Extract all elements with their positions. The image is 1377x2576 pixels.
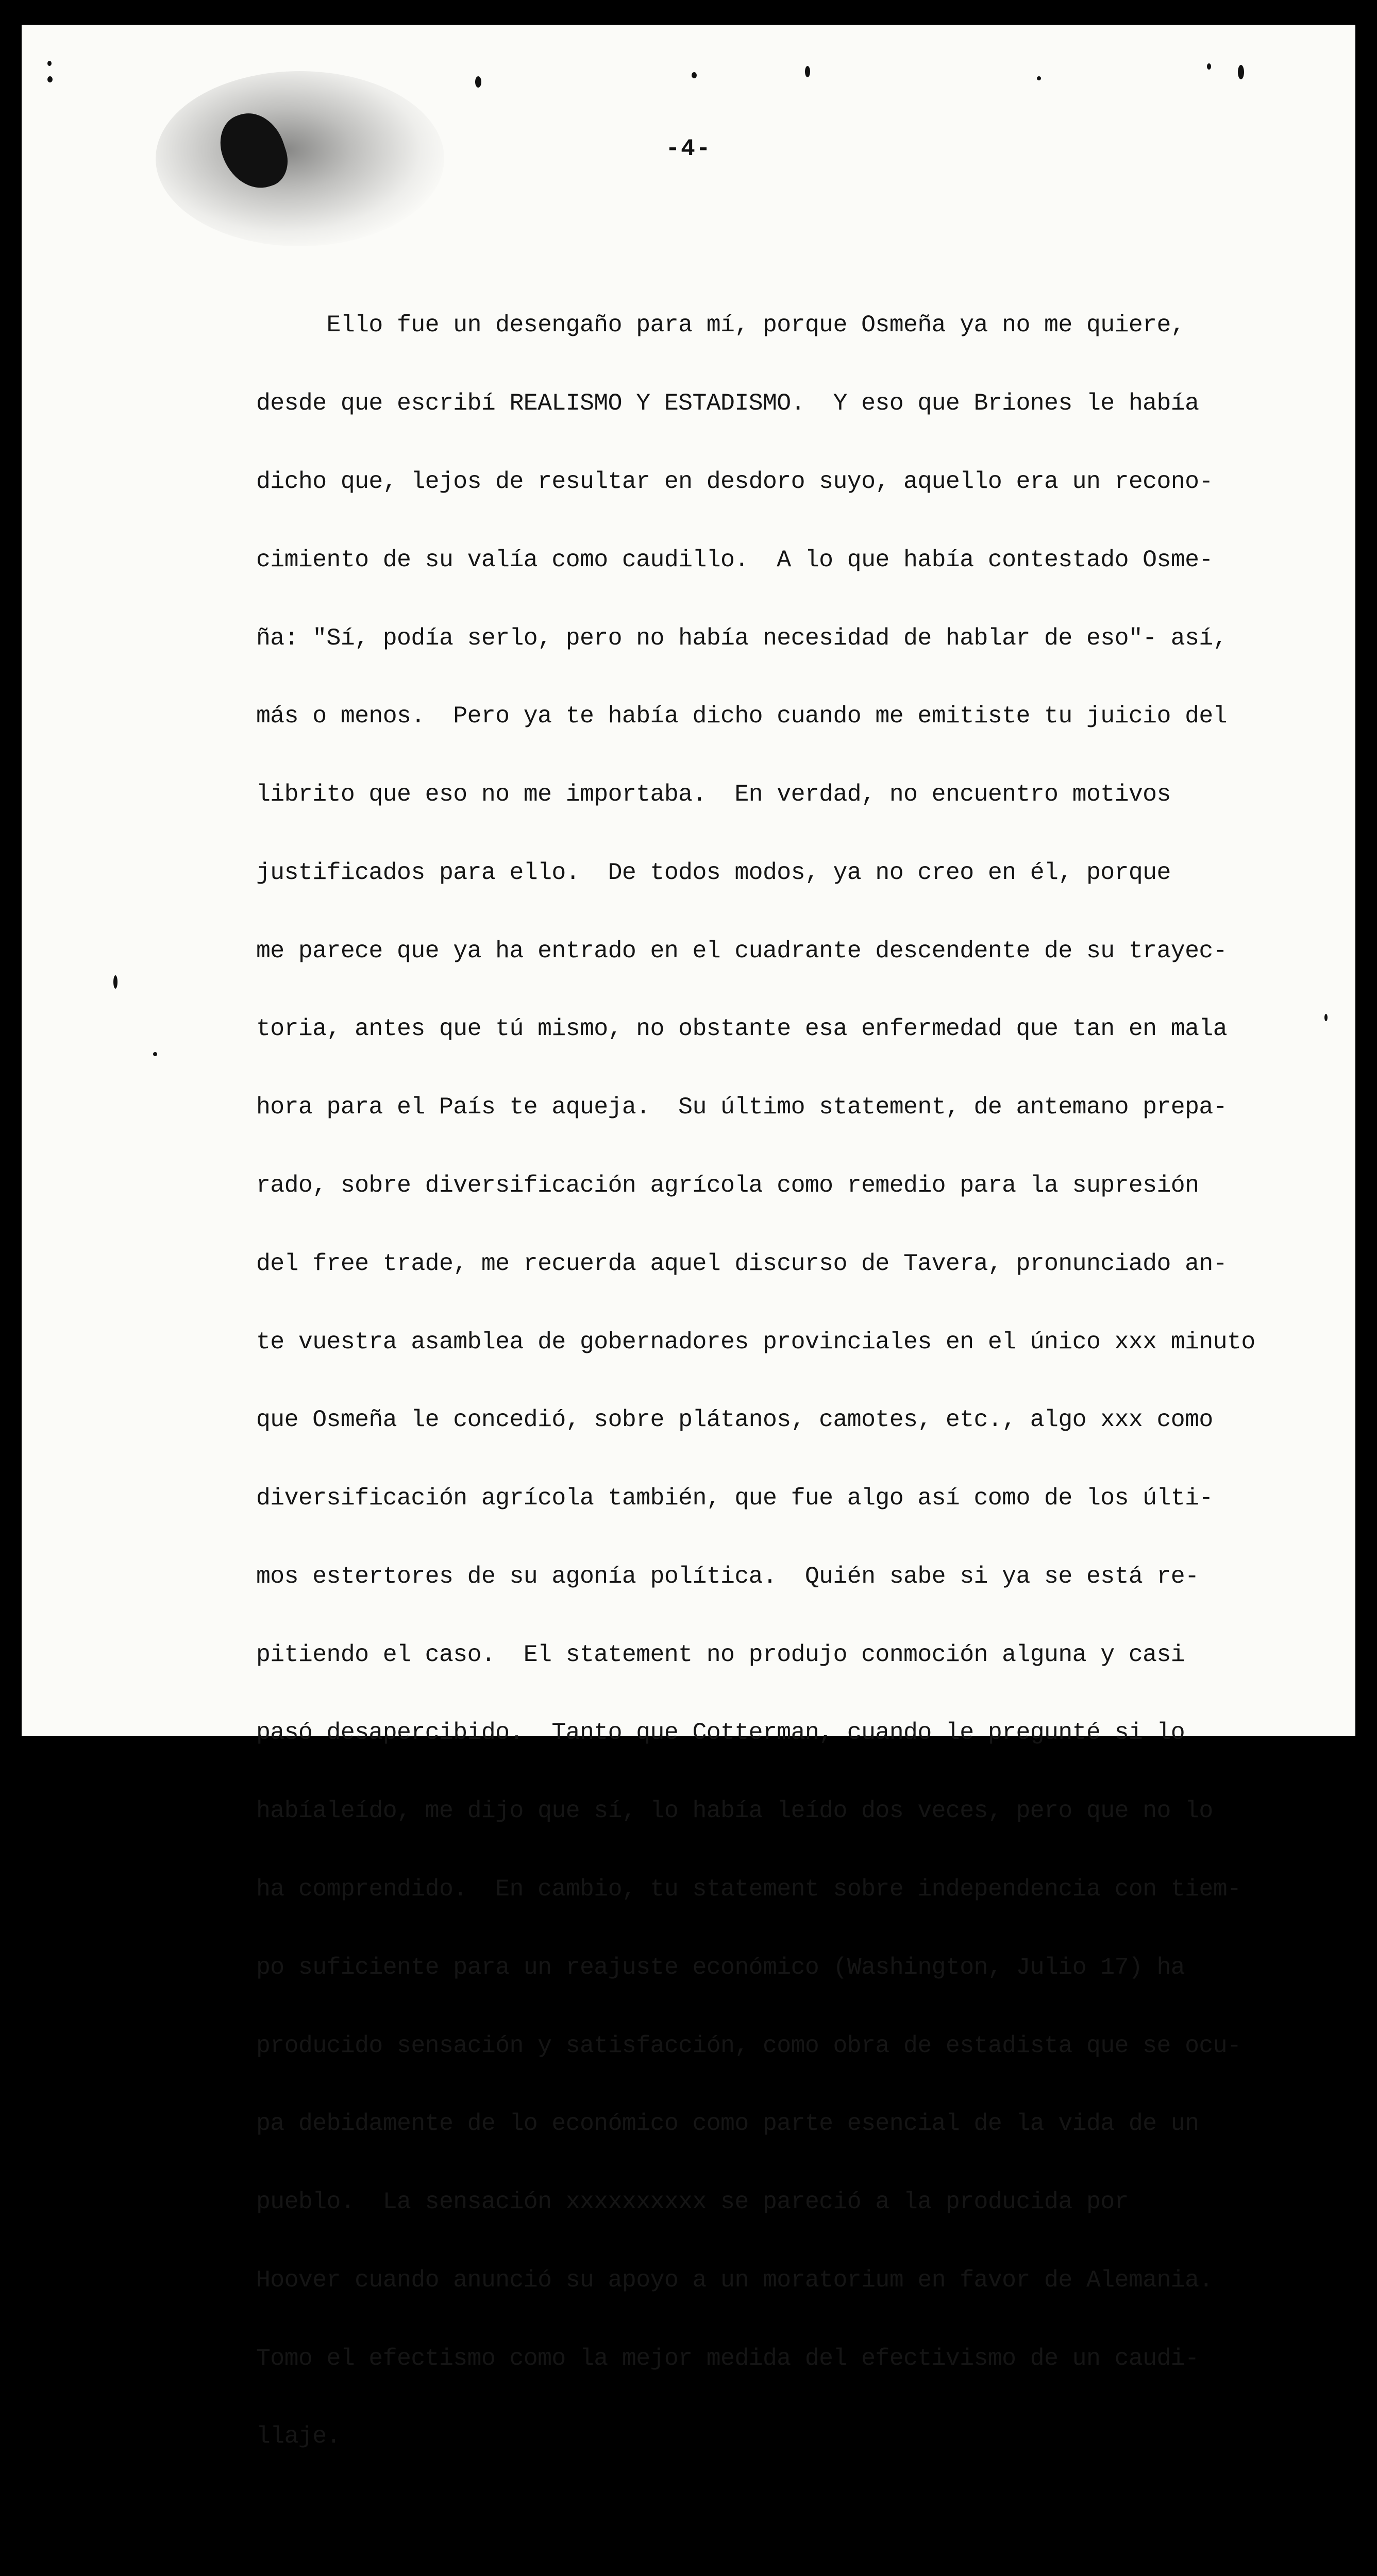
text-line: pasó desapercibido. Tanto que Cotterman, cuando le pregunté si lo — [256, 1719, 1185, 1747]
text-line: te vuestra asamblea de gobernadores provinciales en el único xxx minuto — [256, 1328, 1255, 1355]
text-line: pitiendo el caso. El statement no produjo conmoción alguna y casi — [256, 1640, 1185, 1668]
paragraph-1 — [256, 260, 1349, 2502]
letter-body — [256, 208, 1349, 2576]
speck — [1207, 63, 1211, 70]
text-line: po suficiente para un reajuste económico (Washington, Julio 17) ha — [256, 1953, 1185, 1981]
text-line: más o menos. Pero ya te había dicho cuando me emitiste tu juicio del — [256, 702, 1228, 730]
page-number: -4- — [665, 135, 712, 162]
text-line: diversificación agrícola también, que fue algo así como de los últi- — [256, 1484, 1213, 1512]
text-line: Hoover cuando anunció su apoyo a un moratorium en favor de Alemania. — [256, 2266, 1213, 2294]
speck — [153, 1052, 157, 1056]
text-line: me parece que ya ha entrado en el cuadrante descendente de su trayec- — [256, 937, 1228, 964]
text-line: que Osmeña le concedió, sobre plátanos, camotes, etc., algo xxx como — [256, 1406, 1213, 1434]
typewritten-page — [22, 25, 1355, 2450]
text-line: pa debidamente de lo económico como parte esencial de la vida de un — [256, 2110, 1199, 2138]
text-line: cimiento de su valía como caudillo. A lo que había contestado Osme- — [256, 546, 1213, 573]
text-line: Ello fue un desengaño para mí, porque Osmeña ya no me quiere, — [256, 311, 1185, 339]
text-line: hora para el País te aqueja. Su último statement, de antemano prepa- — [256, 1093, 1228, 1121]
text-line: ña: "Sí, podía serlo, pero no había necesidad de hablar de eso"- así, — [256, 624, 1228, 652]
speck — [113, 975, 117, 989]
text-line: del free trade, me recuerda aquel discurso de Tavera, pronunciado an- — [256, 1249, 1228, 1277]
text-line: pueblo. La sensación xxxxxxxxxx se pareció a la producida por — [256, 2188, 1129, 2216]
text-line: justificados para ello. De todos modos, ya no creo en él, porque — [256, 858, 1171, 886]
text-line: toria, antes que tú mismo, no obstante esa enfermedad que tan en mala — [256, 1015, 1228, 1043]
text-line: desde que escribí REALISMO Y ESTADISMO. Y eso que Briones le había — [256, 389, 1199, 417]
text-line: habíaleído, me dijo que sí, lo había leído dos veces, pero que no lo — [256, 1797, 1213, 1825]
speck — [475, 76, 481, 88]
text-line: librito que eso no me importaba. En verdad, no encuentro motivos — [256, 781, 1171, 808]
text-line: ha comprendido. En cambio, tu statement sobre independencia con tiem- — [256, 1875, 1241, 1903]
speck — [692, 72, 697, 78]
text-line: llaje. — [256, 2422, 341, 2450]
speck — [1238, 65, 1244, 79]
speck — [47, 61, 52, 66]
text-line: rado, sobre diversificación agrícola como remedio para la supresión — [256, 1171, 1199, 1199]
speck — [805, 66, 810, 77]
text-line: mos estertores de su agonía política. Quién sabe si ya se está re- — [256, 1562, 1199, 1590]
text-line: Tomo el efectismo como la mejor medida del efectivismo de un caudi- — [256, 2344, 1199, 2372]
text-line: producido sensación y satisfacción, como obra de estadista que se ocu- — [256, 2031, 1241, 2059]
speck — [1037, 76, 1041, 80]
text-line: dicho que, lejos de resultar en desdoro suyo, aquello era un recono- — [256, 467, 1213, 495]
speck — [47, 76, 53, 82]
